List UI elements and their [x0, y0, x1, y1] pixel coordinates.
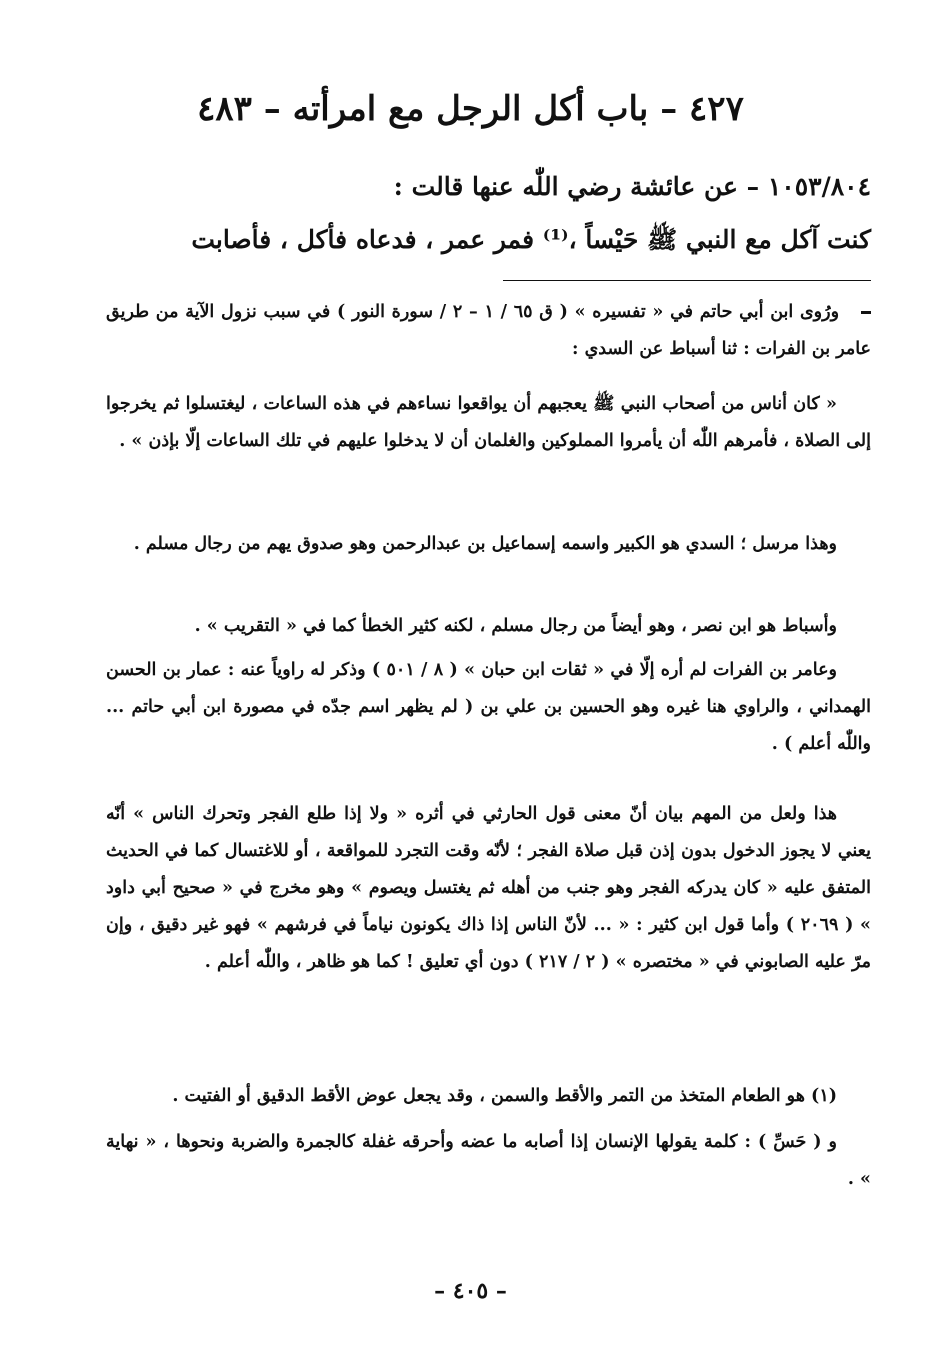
- chapter-heading: ٤٢٧ – باب أكل الرجل مع امرأته – ٤٨٣: [197, 89, 744, 129]
- commentary-paragraph-5: وعامر بن الفرات لم أره إلّا في « ثقات ابن حبان » ( ٨ / ٥٠١ ) وذكر له راوياً عنه : عمار بن الحسن الهمداني ، والراوي هنا غيره وهو الحسين بن علي بن ( لم يظهر اسم جدّه في مصورة ابن أبي حاتم ... واللّٰه أعلم ) .: [106, 660, 871, 754]
- page-number: – ٤٠٥ –: [434, 1278, 507, 1304]
- commentary-text-1: ورُوى ابن أبي حاتم في « تفسيره » ( ق ٦٥ / ١ – ٢ / سورة النور ) في سبب نزول الآية من طريق عامر بن الفرات : ثنا أسباط عن السدي :: [106, 302, 871, 359]
- footnote-1: (١) هو الطعام المتخذ من التمر والأقط والسمن ، وقد يجعل عوض الأقط الدقيق أو الفتيت .: [172, 1086, 837, 1106]
- commentary-paragraph-6: هذا ولعل من المهم بيان أنّ معنى قول الحارثي في أثره « ولا إذا طلع الفجر وتحرك الناس » أنّه يعني لا يجوز الدخول بدون إذن قبل صلاة الفجر ؛ لأنّه وقت التجرد للمواقعة ، أو للاغتسال كما في الحديث المتفق عليه « كان يدركه الفجر وهو جنب من أهله ثم يغتسل ويصوم » وهو مخرج في « صحيح أبي داود » ( ٢٠٦٩ ) وأما قول ابن كثير : « ... لأنّ الناس إذا ذاك يكونون نياماً في فرشهم » فهو غير دقيق ، وإن مرّ عليه الصابوني في « مختصره » ( ٢ / ٢١٧ ) دون أي تعليق ! كما هو ظاهر ، واللّٰه أعلم .: [106, 804, 871, 972]
- footnote-1-continued: و ( حَسِّ ) : كلمة يقولها الإنسان إذا أصابه ما عضه وأحرقه غفلة كالجمرة والضربة ونحوها ، « نهاية » .: [106, 1132, 871, 1189]
- commentary-paragraph-4: وأسباط هو ابن نصر ، وهو أيضاً من رجال مسلم ، لكنه كثير الخطأ كما في « التقريب » .: [194, 616, 837, 636]
- commentary-paragraph-3: وهذا مرسل ؛ السدي هو الكبير واسمه إسماعيل بن عبدالرحمن وهو صدوق يهم من رجال مسلم .: [133, 534, 837, 554]
- hadith-reference: ١٠٥٣/٨٠٤ – عن عائشة رضي اللّٰه عنها قالت :: [393, 172, 871, 201]
- hadith-text: كنت آكل مع النبي ﷺ حَيْساً ،⁽¹⁾ فمر عمر ، فدعاه فأكل ، فأصابت: [191, 225, 871, 254]
- continuation-marker: [861, 311, 871, 314]
- commentary-paragraph-2: « كان أناس من أصحاب النبي ﷺ يعجبهم أن يواقعوا نساءهم في هذه الساعات ، ليغتسلوا ثم يخرجوا إلى الصلاة ، فأمرهم اللّٰه أن يأمروا المملوكين والغلمان أن لا يدخلوا عليهم في تلك الساعات إلّا بإذن » .: [106, 394, 871, 451]
- commentary-paragraph-1: [106, 294, 871, 368]
- footnote-separator: [503, 280, 871, 281]
